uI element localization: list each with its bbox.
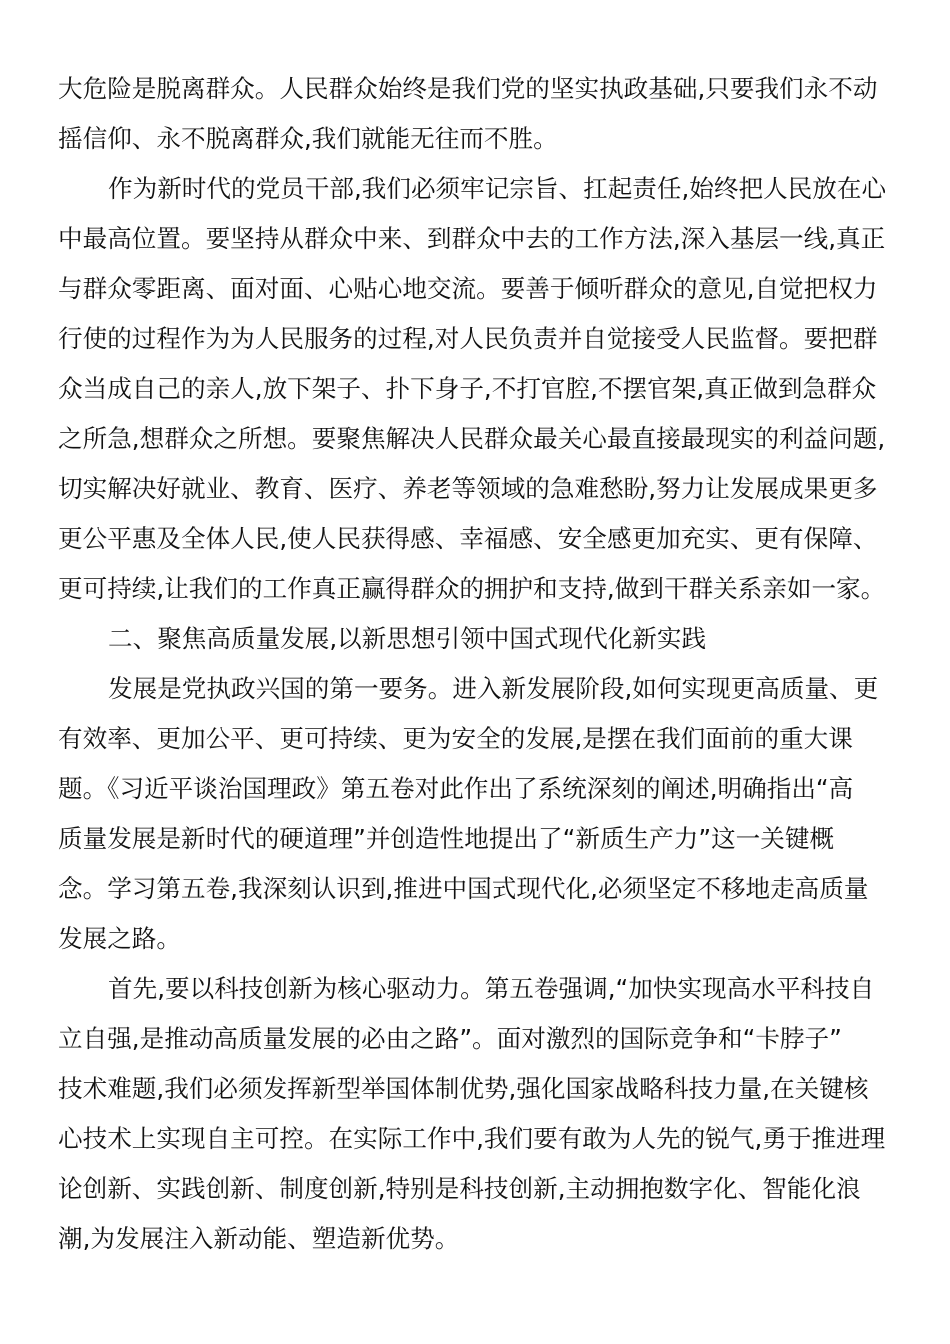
section-heading: 二、聚焦高质量发展,以新思想引领中国式现代化新实践	[108, 624, 707, 653]
paragraph-first-line: 首先,要以科技创新为核心驱动力。第五卷强调,“加快实现高水平科技自	[108, 974, 875, 1003]
text-line: 更可持续,让我们的工作真正赢得群众的拥护和支持,做到干群关系亲如一家。	[58, 574, 886, 603]
text-line: 立自强,是推动高质量发展的必由之路”。面对激烈的国际竞争和“卡脖子”	[58, 1024, 842, 1053]
text-line: 念。学习第五卷,我深刻认识到,推进中国式现代化,必须坚定不移地走高质量	[58, 874, 869, 903]
text-line: 心技术上实现自主可控。在实际工作中,我们要有敢为人先的锐气,勇于推进理	[58, 1124, 886, 1153]
text-line: 题。《习近平谈治国理政》第五卷对此作出了系统深刻的阐述,明确指出“高	[58, 774, 854, 803]
text-line: 论创新、实践创新、制度创新,特别是科技创新,主动拥抱数字化、智能化浪	[58, 1174, 861, 1203]
paragraph-first-line: 作为新时代的党员干部,我们必须牢记宗旨、扛起责任,始终把人民放在心	[108, 174, 887, 203]
text-line: 发展之路。	[58, 924, 181, 953]
text-line: 之所急,想群众之所想。要聚焦解决人民群众最关心最直接最现实的利益问题,	[58, 424, 886, 453]
text-line: 中最高位置。要坚持从群众中来、到群众中去的工作方法,深入基层一线,真正	[58, 224, 886, 253]
text-line: 更公平惠及全体人民,使人民获得感、幸福感、安全感更加充实、更有保障、	[58, 524, 878, 553]
text-line: 行使的过程作为为人民服务的过程,对人民负责并自觉接受人民监督。要把群	[58, 324, 878, 353]
text-line: 切实解决好就业、教育、医疗、养老等领域的急难愁盼,努力让发展成果更多	[58, 474, 878, 503]
text-line: 有效率、更加公平、更可持续、更为安全的发展,是摆在我们面前的重大课	[58, 724, 853, 753]
text-line: 技术难题,我们必须发挥新型举国体制优势,强化国家战略科技力量,在关键核	[58, 1074, 869, 1103]
text-line: 与群众零距离、面对面、心贴心地交流。要善于倾听群众的意见,自觉把权力	[58, 274, 878, 303]
text-line: 众当成自己的亲人,放下架子、扑下身子,不打官腔,不摆官架,真正做到急群众	[58, 374, 877, 403]
paragraph-first-line: 发展是党执政兴国的第一要务。进入新发展阶段,如何实现更高质量、更	[108, 674, 879, 703]
text-line: 质量发展是新时代的硬道理”并创造性地提出了“新质生产力”这一关键概	[58, 824, 835, 853]
document-page	[58, 64, 898, 1264]
text-line: 摇信仰、永不脱离群众,我们就能无往而不胜。	[58, 124, 558, 153]
text-line: 潮,为发展注入新动能、塑造新优势。	[58, 1224, 460, 1253]
text-line: 大危险是脱离群众。人民群众始终是我们党的坚实执政基础,只要我们永不动	[58, 74, 878, 103]
